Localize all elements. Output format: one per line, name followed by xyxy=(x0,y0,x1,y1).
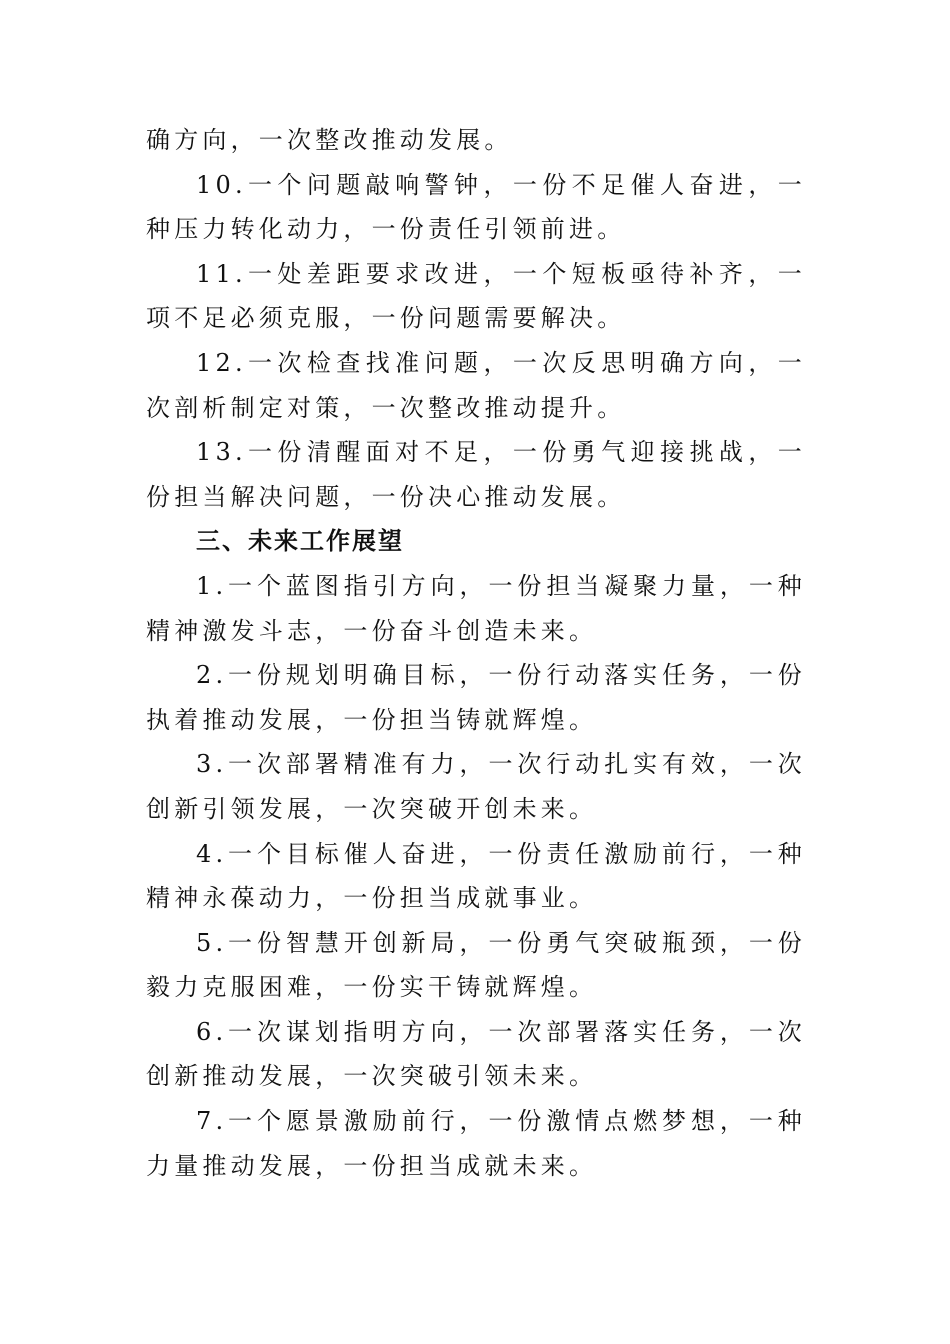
document-body xyxy=(146,118,806,1188)
list-item-10: 10.一个问题敲响警钟，一份不足催人奋进，一种压力转化动力，一份责任引领前进。 xyxy=(146,170,806,244)
section-heading: 三、未来工作展望 xyxy=(196,527,404,556)
list-item-7: 7.一个愿景激励前行，一份激情点燃梦想，一种力量推动发展，一份担当成就未来。 xyxy=(146,1107,806,1180)
list-item-11: 11.一处差距要求改进，一个短板亟待补齐，一项不足必须克服，一份问题需要解决。 xyxy=(146,259,806,333)
list-item-6: 6.一次谋划指明方向，一次部署落实任务，一次创新推动发展，一次突破引领未来。 xyxy=(146,1017,806,1091)
list-item-1: 1.一个蓝图指引方向，一份担当凝聚力量，一种精神激发斗志，一份奋斗创造未来。 xyxy=(146,571,806,645)
list-item-13: 13.一份清醒面对不足，一份勇气迎接挑战，一份担当解决问题，一份决心推动发展。 xyxy=(146,438,806,511)
list-item-5: 5.一份智慧开创新局，一份勇气突破瓶颈，一份毅力克服困难，一份实干铸就辉煌。 xyxy=(146,928,806,1002)
list-item-3: 3.一次部署精准有力，一次行动扎实有效，一次创新引领发展，一次突破开创未来。 xyxy=(146,750,806,823)
list-item-12: 12.一次检查找准问题，一次反思明确方向，一次剖析制定对策，一次整改推动提升。 xyxy=(146,348,806,422)
continuation-paragraph: 确方向，一次整改推动发展。 xyxy=(146,126,513,154)
list-item-4: 4.一个目标催人奋进，一份责任激励前行，一种精神永葆动力，一份担当成就事业。 xyxy=(146,839,806,913)
list-item-2: 2.一份规划明确目标，一份行动落实任务，一份执着推动发展，一份担当铸就辉煌。 xyxy=(146,661,806,734)
